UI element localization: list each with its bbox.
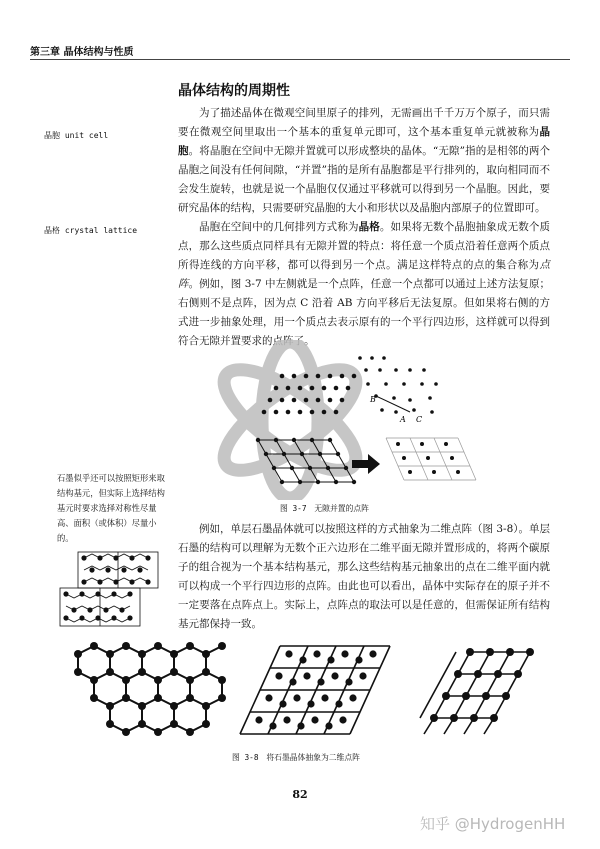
paragraph-graphite: 例如，单层石墨晶体就可以按照这样的方式抽象为二维点阵（图 3-8）。单层石墨的结构可以理解为无数个正六边形在二维平面无隙并置形成的，将两个碳原子的组合视为一个基本结构基元，那么这些结构基元抽象出的点在二维平面内就可以构成一个平行四边形的点阵。由此也可以看出，晶体中实际存在的原子并不一定要落在点阵点上。实际上，点阵点的取法可以是任意的，但需保证所有结构基元都保持一致。 <box>178 523 550 630</box>
atom-logo-icon <box>210 342 370 498</box>
margin-note-unit-cell: 晶胞 unit cell <box>44 131 109 140</box>
margin-note-crystal-lattice: 晶格 crystal lattice <box>44 226 138 235</box>
label-a: A <box>400 415 406 424</box>
page-number: 82 <box>292 788 308 801</box>
side-note: 石墨似乎还可以按照矩形来取结构基元，但实际上选择结构基元时要求选择对称性尽量高、面积（或体积）尽量小的。 <box>57 473 165 543</box>
figure-3-8 <box>60 638 550 738</box>
term-crystal-lattice: 晶格 <box>358 221 380 233</box>
figure-3-7 <box>210 340 510 500</box>
label-b: B <box>370 395 376 404</box>
graphite-honeycomb <box>78 646 222 732</box>
label-c: C <box>416 415 423 424</box>
chapter-header: 第三章 晶体结构与性质 <box>30 47 134 58</box>
figure-3-7-caption: 图 3-7 无隙并置的点阵 <box>280 504 369 513</box>
term-point-lattice: 点阵 <box>178 259 550 290</box>
header-rule <box>30 59 570 60</box>
figure-3-8-caption: 图 3-8 将石墨晶体抽象为二维点阵 <box>232 753 360 762</box>
paragraph-unit-cell: 为了描述晶体在微观空间里原子的排列，无需画出千千万万个原子，而只需要在微观空间里取出一个基本的重复单元即可，这个基本重复单元就被称为晶胞。将晶胞在空间中无隙并置就可以形成整块的晶体。“无隙”指的是相邻的两个晶胞之间没有任何间隙，“并置”指的是所有晶胞都是平行排列的，取向相同而不会发生旋转，也就是说一个晶胞仅仅通过平移就可以得到另一个晶胞。因此，要研究晶体的结构，只需要研究晶胞的大小和形状以及晶胞内部原子的位置即可。 <box>178 107 551 214</box>
graphite-rectangular-cell-diagram <box>56 546 174 632</box>
paragraph-crystal-lattice: 晶胞在空间中的几何排列方式称为晶格。如果将无数个晶胞抽象成无数个质点，那么这些质点同样具有无隙并置的特点：将任意一个质点沿着任意两个质点所得连线的方向平移，都可以得到另一个点。满足这样特点的点的集合称为点阵。例如，图 3-7 中左侧就是一个点阵，任意一个点都可以通过上述方法复原；右侧则不是点阵，因为点 C 沿着 AB 方向平移后无法复原。但如果将右侧的方式进一步抽象处理，用一个质点去表示原有的一个平行四边形，这样就可以得到符合无隙并置要求的点阵了。 <box>178 221 550 347</box>
term-unit-cell: 晶胞 <box>178 126 550 157</box>
watermark: 知乎 @HydrogenHH <box>420 815 566 833</box>
section-title: 晶体结构的周期性 <box>178 83 290 99</box>
